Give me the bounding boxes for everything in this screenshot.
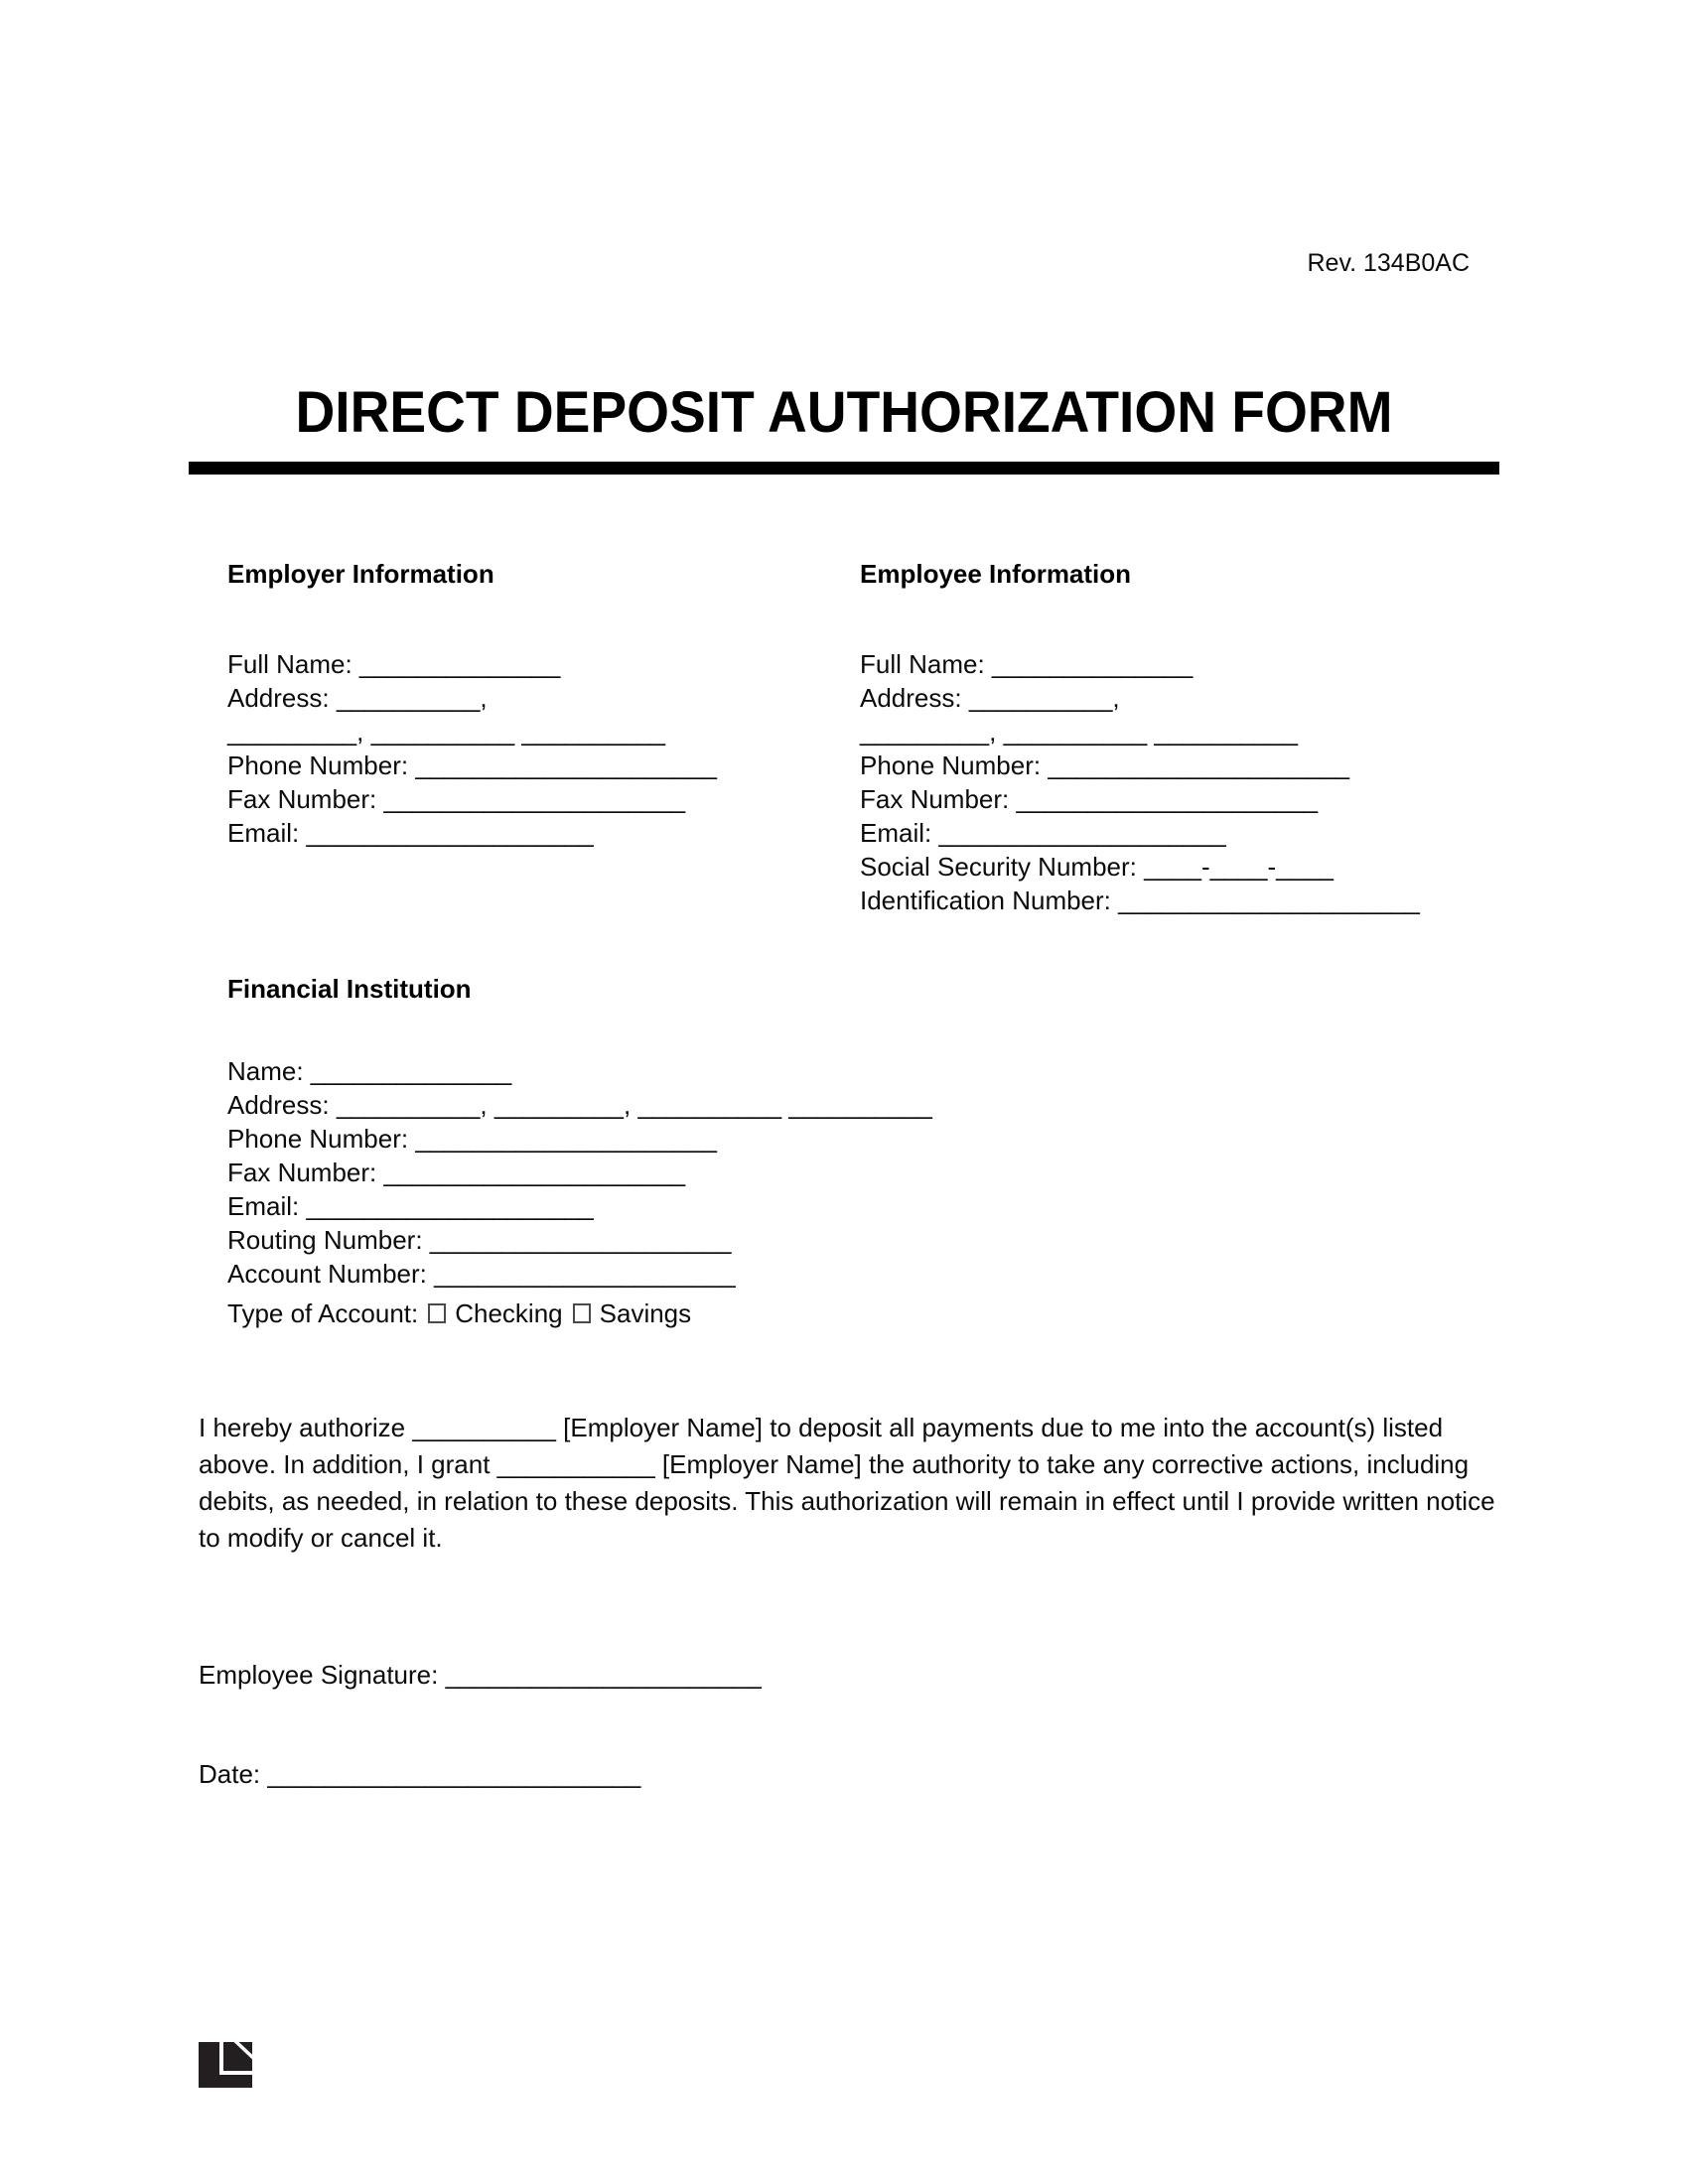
employee-address-line-2: _________, __________ __________ xyxy=(860,717,1299,747)
employee-ssn-line: Social Security Number: ____-____-____ xyxy=(860,852,1334,882)
financial-routing-number-line: Routing Number: _____________________ xyxy=(227,1225,732,1255)
financial-institution-section xyxy=(227,971,932,1330)
financial-fax-line: Fax Number: _____________________ xyxy=(227,1158,686,1187)
financial-name-line: Name: ______________ xyxy=(227,1056,512,1086)
date-line: Date: __________________________ xyxy=(199,1759,641,1789)
employer-address-line: Address: __________, xyxy=(227,683,488,713)
financial-account-number-line: Account Number: _____________________ xyxy=(227,1259,736,1289)
legal-templates-logo-icon xyxy=(199,2042,252,2088)
financial-phone-line: Phone Number: _____________________ xyxy=(227,1124,717,1154)
page-title: DIRECT DEPOSIT AUTHORIZATION FORM xyxy=(295,380,1393,445)
type-of-account-label: Type of Account: xyxy=(227,1298,419,1328)
financial-address-line: Address: __________, _________, __________ __________ xyxy=(227,1090,932,1120)
type-of-account-line xyxy=(227,1297,932,1330)
authorization-paragraph: I hereby authorize __________ [Employer Name] to deposit all payments due to me into the account(s) listed above. In addition, I grant ___________ [Employer Name] the authority to take any corrective actions, including debits, as needed, in relation to these deposits. This authorization will remain in effect until I provide written notice to modify or cancel it. xyxy=(199,1413,1495,1553)
checking-checkbox-icon[interactable] xyxy=(428,1303,446,1323)
financial-section-heading: Financial Institution xyxy=(227,974,472,1004)
employee-address-line: Address: __________, xyxy=(860,683,1120,713)
employee-phone-line: Phone Number: _____________________ xyxy=(860,751,1349,780)
employer-section-heading: Employer Information xyxy=(227,559,494,589)
employee-fax-line: Fax Number: _____________________ xyxy=(860,784,1319,814)
employer-full-name-line: Full Name: ______________ xyxy=(227,649,561,679)
employee-id-number-line: Identification Number: _____________________ xyxy=(860,886,1420,915)
employer-address-line-2: _________, __________ __________ xyxy=(227,717,666,747)
employee-email-line: Email: ____________________ xyxy=(860,818,1226,848)
employee-section-heading: Employee Information xyxy=(860,559,1132,589)
title-divider xyxy=(189,462,1499,475)
employee-information-section xyxy=(860,556,1420,917)
financial-email-line: Email: ____________________ xyxy=(227,1191,594,1221)
employee-signature-line: Employee Signature: ______________________ xyxy=(199,1660,762,1690)
employer-phone-line: Phone Number: _____________________ xyxy=(227,751,717,780)
employee-full-name-line: Full Name: ______________ xyxy=(860,649,1194,679)
employer-email-line: Email: ____________________ xyxy=(227,818,594,848)
checking-option-label: Checking xyxy=(455,1298,563,1328)
employer-information-section xyxy=(227,556,717,850)
revision-number: Rev. 134B0AC xyxy=(1307,249,1470,277)
employer-fax-line: Fax Number: _____________________ xyxy=(227,784,686,814)
savings-option-label: Savings xyxy=(599,1298,692,1328)
savings-checkbox-icon[interactable] xyxy=(573,1303,591,1323)
